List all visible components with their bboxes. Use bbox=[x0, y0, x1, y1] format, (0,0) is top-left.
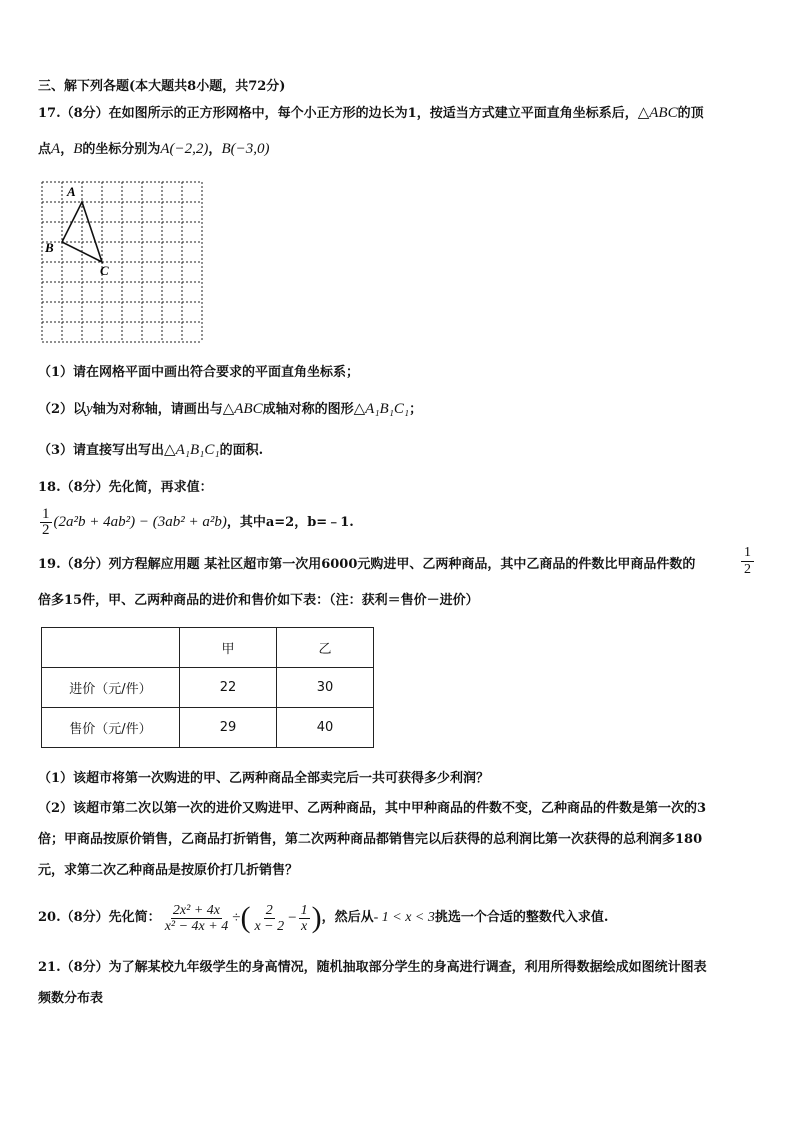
q21-text1: 为了解某校九年级学生的身高情况，随机抽取部分学生的身高进行调查，利用所得数据绘成如图统计图表 bbox=[108, 960, 707, 975]
q21-line2: 频数分布表 bbox=[38, 991, 104, 1006]
q18-expr: (2a²b + 4ab²) − (3ab² + a²b) bbox=[53, 514, 227, 530]
q17-sub2 bbox=[38, 400, 422, 419]
square-grid-figure bbox=[38, 180, 204, 344]
label-b: B bbox=[45, 240, 54, 255]
table-row-label: 售价（元/件） bbox=[42, 708, 180, 748]
q17-sub2-tri2: △A₁B₁C₁ bbox=[353, 401, 410, 417]
q20-f1-den: x² − 4x + 4 bbox=[164, 918, 229, 934]
q20-paren-right: ) bbox=[311, 901, 322, 934]
q17-sub2-mid: 轴为对称轴，请画出与 bbox=[92, 402, 223, 417]
q20-f1-num: 2x² + 4x bbox=[172, 902, 220, 918]
q20-paren-left: ( bbox=[240, 901, 251, 934]
q21-line1 bbox=[38, 959, 707, 977]
q18-text: 先化简，再求值： bbox=[108, 480, 213, 495]
grid-lines bbox=[42, 182, 202, 342]
q18-line1 bbox=[38, 479, 213, 497]
q20-fraction-1 bbox=[163, 903, 231, 934]
q19-sub2-line1: （2）该超市第二次以第一次的进价又购进甲、乙两种商品，其中甲种商品的件数不变，乙种商品的件数是第一次的3 bbox=[38, 801, 707, 816]
table-cell: 22 bbox=[180, 668, 277, 708]
q20-text: 先化简： bbox=[108, 910, 161, 925]
q19-number: 19.（8分） bbox=[38, 557, 109, 572]
q17-sub3-tri: △A₁B₁C₁ bbox=[164, 442, 220, 458]
q19-line1 bbox=[38, 556, 695, 574]
q20-fraction-3 bbox=[299, 903, 310, 934]
q17-coord-b: B(−3,0) bbox=[221, 141, 270, 157]
q20-line bbox=[38, 896, 608, 940]
q20-end: 挑选一个合适的整数代入求值. bbox=[434, 910, 609, 925]
q20-fraction-2 bbox=[252, 903, 286, 934]
q17-sub3-post: 的面积. bbox=[219, 443, 264, 458]
q17-sub1: （1）请在网格平面中画出符合要求的平面直角坐标系； bbox=[38, 365, 360, 380]
q17-sub2-pre: （2）以 bbox=[38, 402, 87, 417]
q20-minus: − bbox=[288, 910, 297, 926]
q17-coord-a: A(−2,2) bbox=[160, 141, 209, 157]
q17-text-end: 的顶 bbox=[677, 106, 704, 121]
q17-text-dian: 点 bbox=[38, 142, 52, 157]
q17-sub3-pre: （3）请直接写出写出 bbox=[38, 443, 165, 458]
q19-frac-num: 1 bbox=[741, 545, 754, 562]
q21-number: 21.（8分） bbox=[38, 960, 109, 975]
table-row-label: 进价（元/件） bbox=[42, 668, 180, 708]
q17-sub2-end: ； bbox=[409, 402, 423, 417]
table-cell bbox=[42, 628, 180, 668]
q17-point-b: B bbox=[73, 141, 83, 157]
q19-frac-den: 2 bbox=[744, 562, 751, 577]
q20-number: 20.（8分） bbox=[38, 910, 109, 925]
q18-condition: ，其中a=2，b=﹣1. bbox=[226, 515, 354, 530]
table-row bbox=[42, 668, 374, 708]
q19-fraction-half bbox=[741, 545, 754, 578]
q20-divide: ÷ bbox=[232, 910, 241, 926]
q20-after: ，然后从 bbox=[321, 910, 374, 925]
q17-text-coords: 的坐标分别为 bbox=[82, 142, 161, 157]
q17-number: 17.（8分） bbox=[38, 106, 109, 121]
q20-f3-den: x bbox=[300, 918, 308, 934]
table-header-yi: 乙 bbox=[277, 628, 374, 668]
q19-text1: 列方程解应用题 某社区超市第一次用6000元购进甲、乙两种商品，其中乙商品的件数比甲商品件数的 bbox=[108, 557, 696, 572]
q19-line2: 倍多15件，甲、乙两种商品的进价和售价如下表：（注：获利＝售价－进价） bbox=[38, 593, 479, 608]
table-row bbox=[42, 708, 374, 748]
q17-comma: ， bbox=[60, 142, 74, 157]
q18-number: 18.（8分） bbox=[38, 480, 109, 495]
q20-f2-den: x − 2 bbox=[254, 918, 285, 934]
q17-sub2-tri: △ABC bbox=[222, 401, 263, 417]
label-c: C bbox=[100, 263, 109, 278]
q19-sub2-line2: 倍；甲商品按原价销售，乙商品打折销售，第二次两种商品都销售完以后获得的总利润比第一次获得的总利润多180 bbox=[38, 832, 703, 847]
q17-sub2-y: y bbox=[86, 401, 93, 417]
price-table bbox=[41, 627, 374, 748]
label-a: A bbox=[67, 184, 76, 199]
section-header: 三、解下列各题(本大题共8小题，共72分) bbox=[38, 79, 286, 94]
q19-sub2-line3: 元，求第二次乙种商品是按原价打几折销售？ bbox=[38, 863, 299, 878]
q17-sub3 bbox=[38, 441, 263, 460]
q20-f2-num: 2 bbox=[265, 902, 273, 918]
q20-f3-num: 1 bbox=[300, 902, 308, 918]
q17-line1 bbox=[38, 104, 704, 123]
q17-line2: 点A，B的坐标分别为A(−2,2)，B(−3,0) bbox=[38, 141, 270, 157]
q17-text: 在如图所示的正方形网格中，每个小正方形的边长为1，按适当方式建立平面直角坐标系后， bbox=[108, 106, 638, 121]
table-cell: 30 bbox=[277, 668, 374, 708]
q19-sub1: （1）该超市将第一次购进的甲、乙两种商品全部卖完后一共可获得多少利润？ bbox=[38, 771, 490, 786]
q18-expression bbox=[38, 504, 354, 541]
table-header-jia: 甲 bbox=[180, 628, 277, 668]
q20-range: - 1 < x < 3 bbox=[373, 910, 435, 925]
q17-sub2-post: 成轴对称的图形 bbox=[262, 402, 354, 417]
q17-point-a: A bbox=[51, 141, 61, 157]
table-cell: 29 bbox=[180, 708, 277, 748]
q17-triangle-abc: △ABC bbox=[637, 105, 678, 121]
q18-fraction-half bbox=[40, 507, 52, 538]
table-cell: 40 bbox=[277, 708, 374, 748]
table-row bbox=[42, 628, 374, 668]
q18-frac-den: 2 bbox=[42, 522, 50, 538]
q18-frac-num: 1 bbox=[42, 506, 50, 522]
